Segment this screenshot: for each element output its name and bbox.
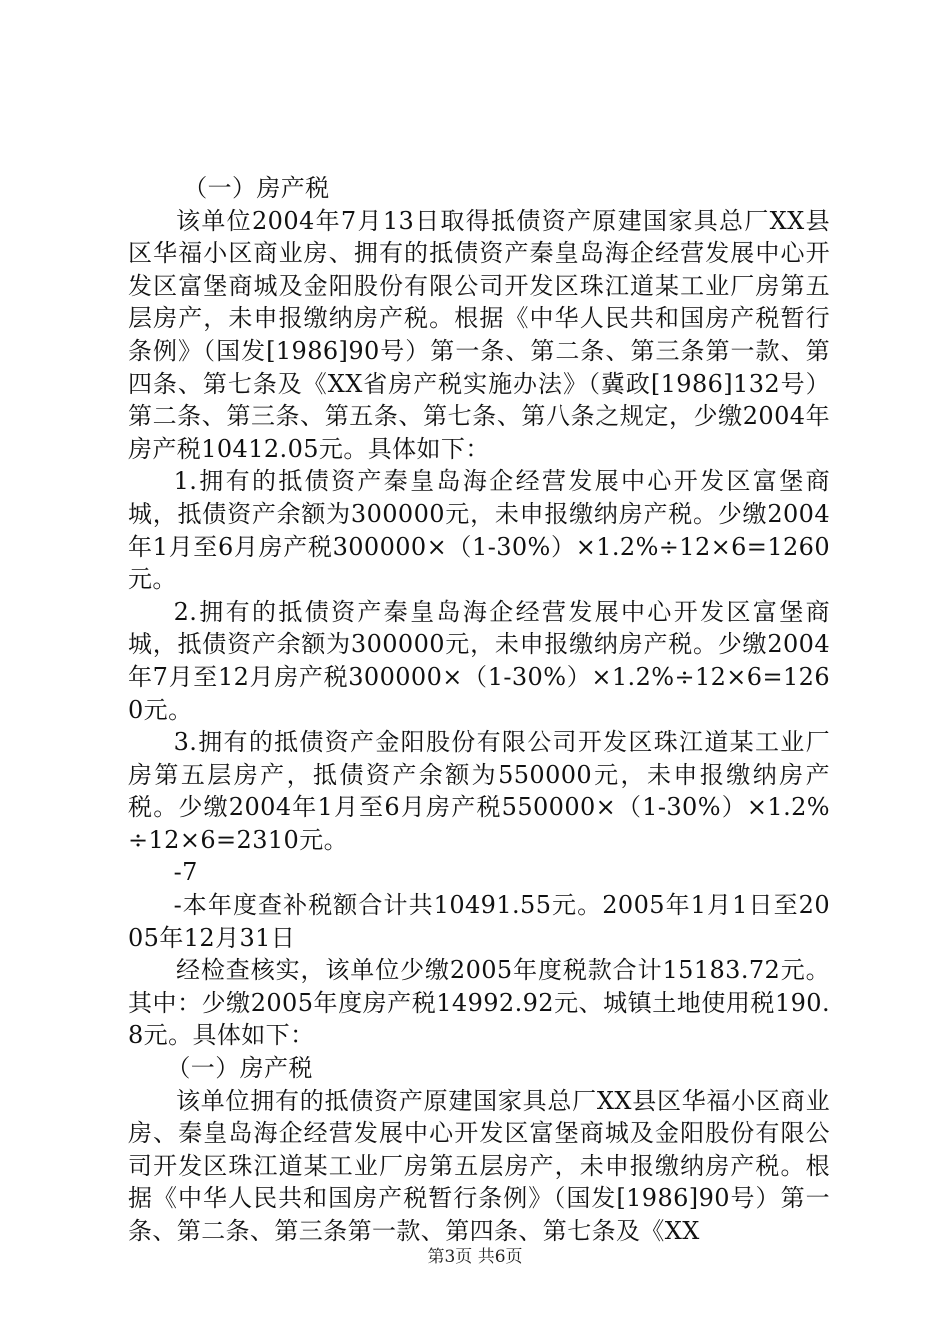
page-number-footer: 第3页 共6页 (427, 1247, 523, 1267)
document-body (128, 172, 830, 1248)
paragraph-item-2: 2.拥有的抵债资产秦皇岛海企经营发展中心开发区富堡商城，抵债资产余额为300000元，未申报缴纳房产税。少缴2004年7月至12月房产税300000×（1-30%）×1.2%÷12×6=1260元。 (128, 597, 830, 724)
section-heading-property-tax-2005: （一）房产税 (166, 1054, 313, 1083)
paragraph-item-1: 1.拥有的抵债资产秦皇岛海企经营发展中心开发区富堡商城，抵债资产余额为300000元，未申报缴纳房产税。少缴2004年1月至6月房产税300000×（1-30%）×1.2%÷12×6=1260元。 (128, 467, 830, 594)
paragraph-2005-summary: 经检查核实，该单位少缴2005年度税款合计15183.72元。其中：少缴2005年度房产税14992.92元、城镇土地使用税190.8元。具体如下： (128, 956, 830, 1050)
paragraph-2004-summary: 该单位2004年7月13日取得抵债资产原建国家具总厂XX县区华福小区商业房、拥有的抵债资产秦皇岛海企经营发展中心开发区富堡商城及金阳股份有限公司开发区珠江道某工业厂房第五层房产，未申报缴纳房产税。根据《中华人民共和国房产税暂行条例》（国发[1986]90号）第一条、第二条、第三条第一款、第四条、第七条及《XX省房产税实施办法》（冀政[1986]132号）第二条、第三条、第五条、第七条、第八条之规定，少缴2004年房产税10412.05元。具体如下： (128, 206, 830, 463)
paragraph-2005-detail: 该单位拥有的抵债资产原建国家具总厂XX县区华福小区商业房、秦皇岛海企经营发展中心开发区富堡商城及金阳股份有限公司开发区珠江道某工业厂房第五层房产，未申报缴纳房产税。根据《中华人民共和国房产税暂行条例》（国发[1986]90号）第一条、第二条、第三条第一款、第四条、第七条及《XX (128, 1086, 830, 1245)
paragraph-item-3: 3.拥有的抵债资产金阳股份有限公司开发区珠江道某工业厂房第五层房产，抵债资产余额为550000元，未申报缴纳房产税。少缴2004年1月至6月房产税550000×（1-30%）×1.2%÷12×6=2310元。 (128, 728, 830, 854)
section-heading-property-tax: （一）房产税 (183, 174, 330, 202)
paragraph-page-marker: -7 (173, 858, 198, 887)
paragraph-annual-total: -本年度查补税额合计共10491.55元。2005年1月1日至2005年12月31日 (128, 891, 830, 952)
